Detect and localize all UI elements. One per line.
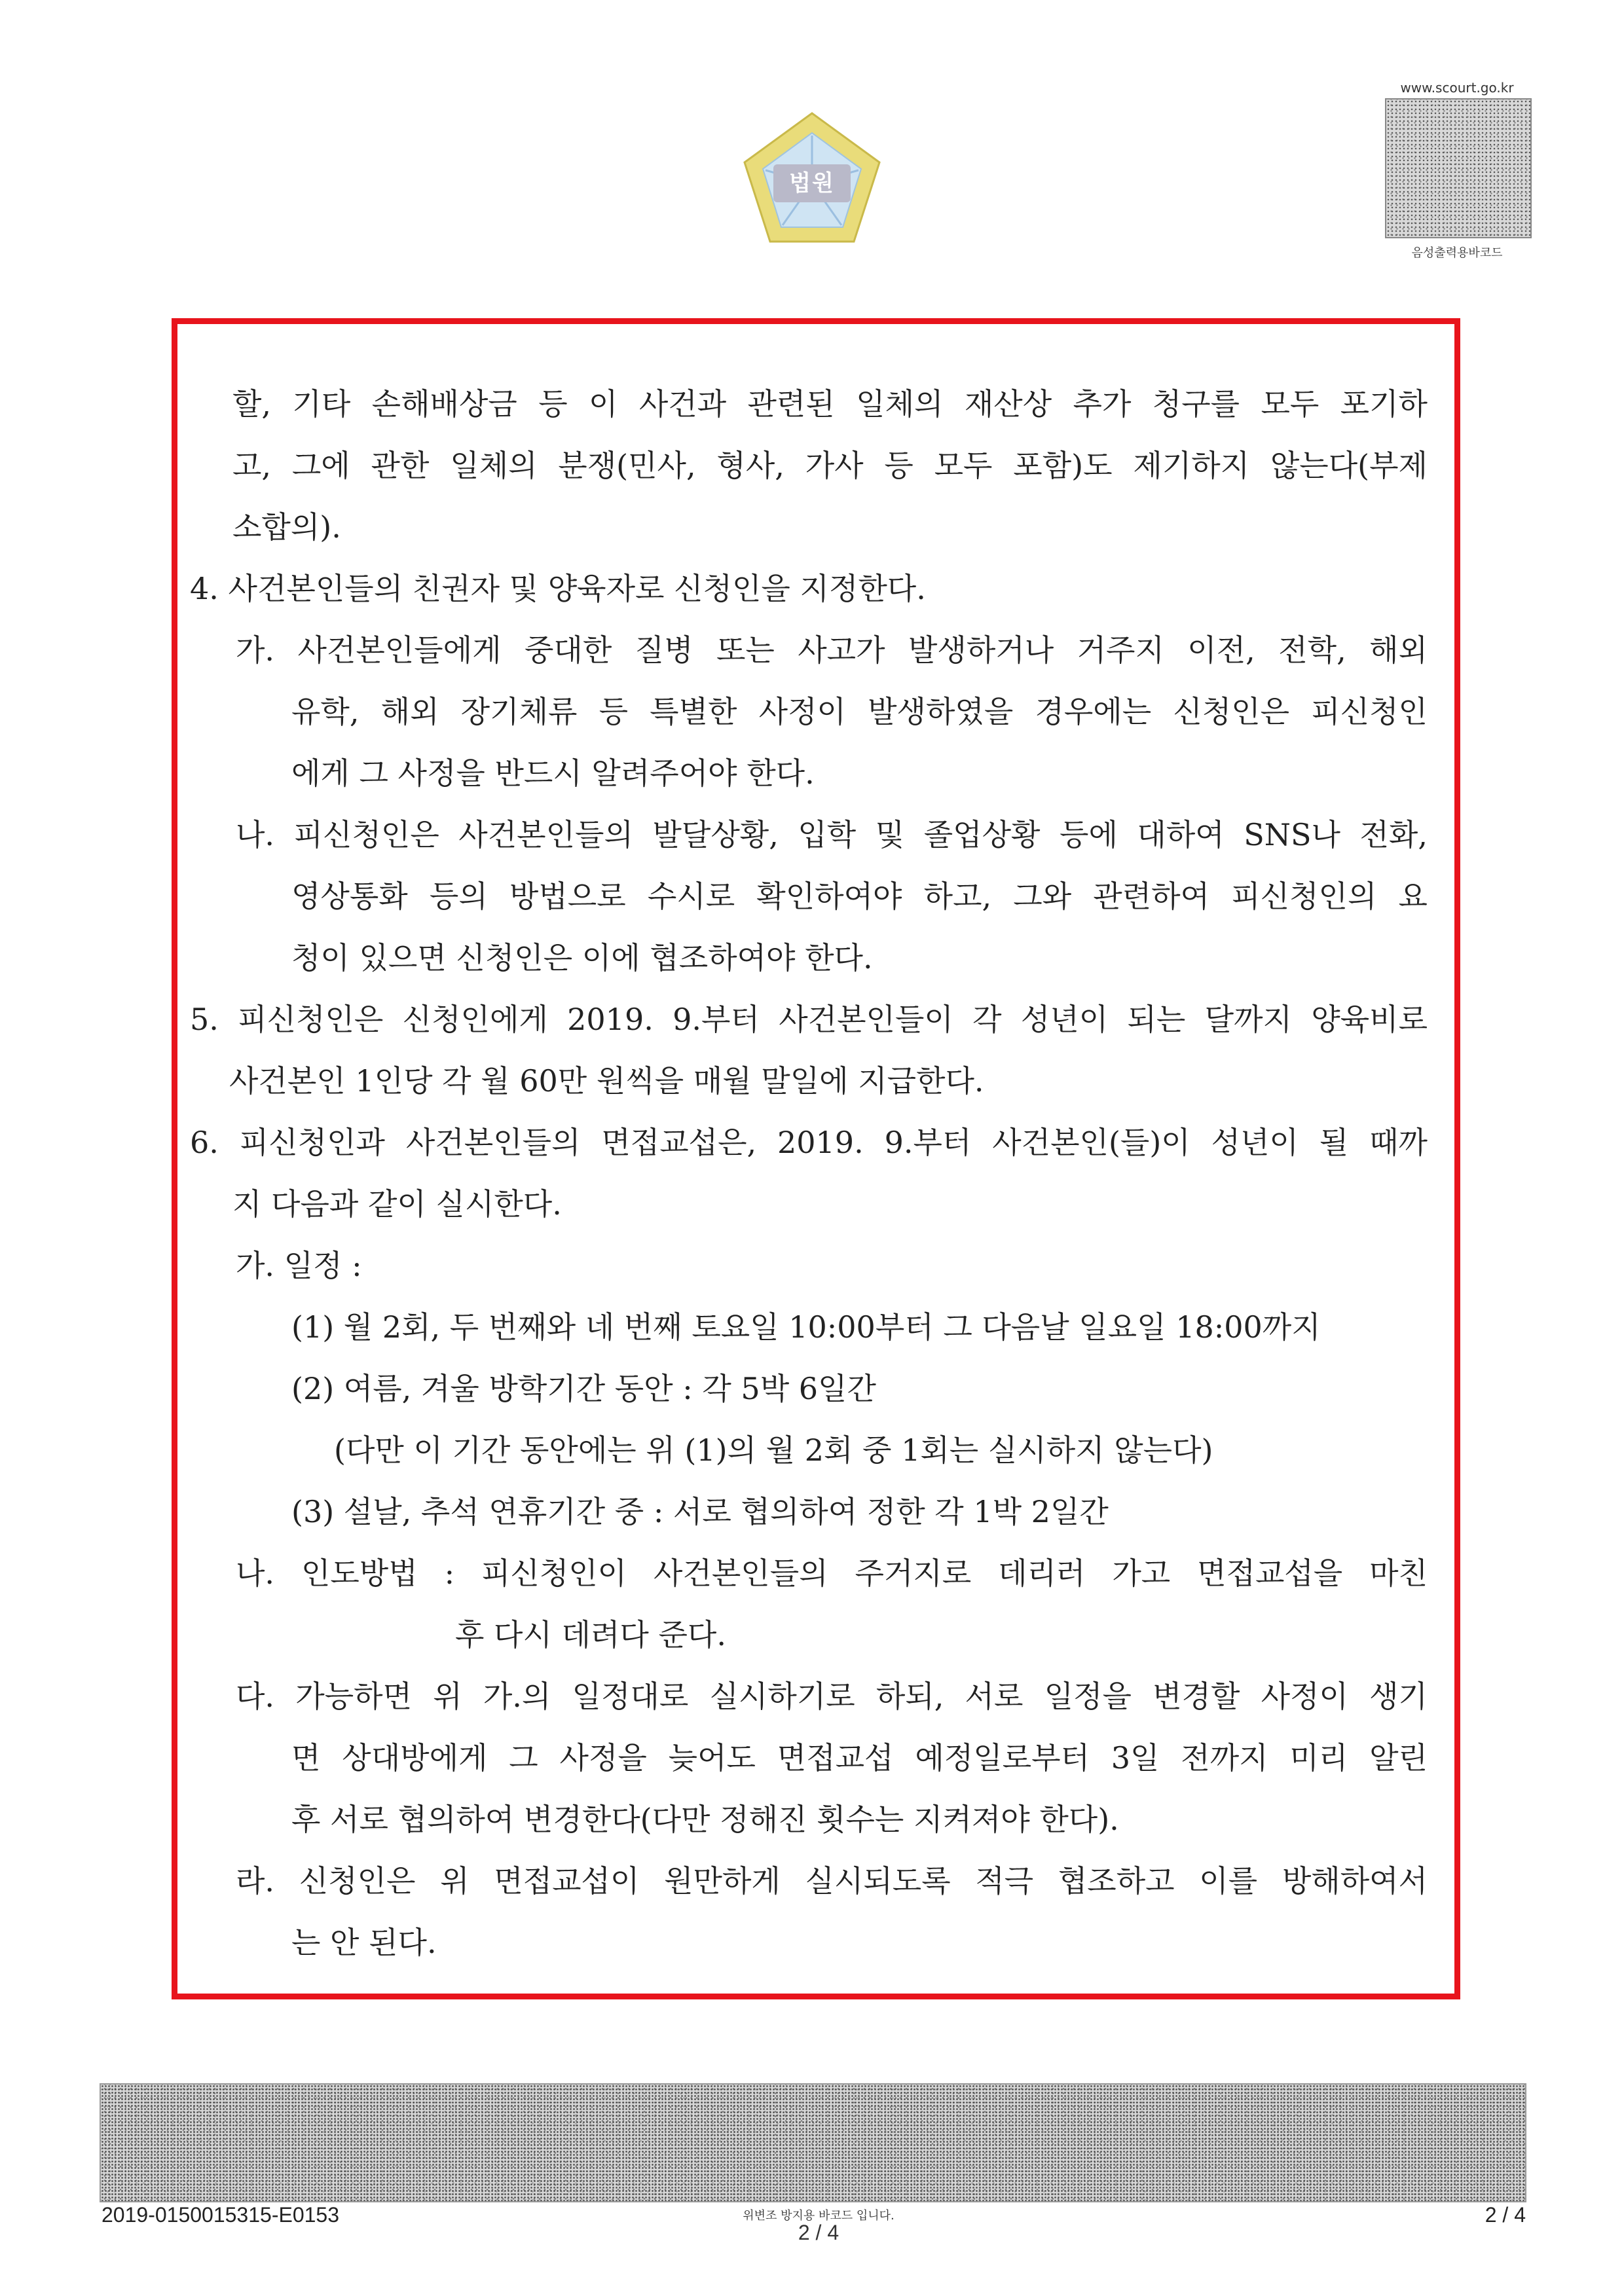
body-line: 나. 피신청인은 사건본인들의 발달상황, 입학 및 졸업상황 등에 대하여 SNS나 전화, bbox=[236, 817, 1428, 852]
body-line: 후 서로 협의하여 변경한다(다만 정해진 횟수는 지켜져야 한다). bbox=[291, 1802, 1119, 1837]
body-line: 6. 피신청인과 사건본인들의 면접교섭은, 2019. 9.부터 사건본인(들)이 성년이 될 때까 bbox=[190, 1125, 1428, 1160]
body-line: 지 다음과 같이 실시한다. bbox=[232, 1186, 562, 1222]
body-line: 라. 신청인은 위 면접교섭이 원만하게 실시되도록 적극 협조하고 이를 방해하여서 bbox=[236, 1863, 1428, 1899]
body-line: (2) 여름, 겨울 방학기간 동안 : 각 5박 6일간 bbox=[291, 1371, 876, 1406]
seal-text: 법원 bbox=[789, 170, 835, 196]
body-line: 유학, 해외 장기체류 등 특별한 사정이 발생하였을 경우에는 신청인은 피신청인 bbox=[291, 694, 1428, 729]
barcode-note: 위변조 방지용 바코드 입니다. bbox=[743, 2209, 895, 2223]
body-line: 청이 있으면 신청인은 이에 협조하여야 한다. bbox=[291, 940, 873, 975]
body-line: 나. 인도방법 : 피신청인이 사건본인들의 주거지로 데리러 가고 면접교섭을 마친 bbox=[236, 1556, 1428, 1591]
court-url: www.scourt.go.kr bbox=[1400, 80, 1514, 96]
document-id: 2019-0150015315-E0153 bbox=[101, 2203, 339, 2227]
body-line: (1) 월 2회, 두 번째와 네 번째 토요일 10:00부터 그 다음날 일요일 18:00까지 bbox=[291, 1309, 1321, 1345]
voice-barcode-icon bbox=[1385, 98, 1532, 238]
body-line: (3) 설날, 추석 연휴기간 중 : 서로 협의하여 정한 각 1박 2일간 bbox=[291, 1494, 1109, 1529]
body-line: 소합의). bbox=[232, 509, 341, 545]
body-line: 에게 그 사정을 반드시 알려주어야 한다. bbox=[291, 756, 815, 791]
body-line: 가. 사건본인들에게 중대한 질병 또는 사고가 발생하거나 거주지 이전, 전학, 해외 bbox=[236, 632, 1428, 668]
anti-forgery-barcode-icon bbox=[100, 2083, 1526, 2202]
barcode-caption: 음성출력용바코드 bbox=[1411, 246, 1503, 260]
body-line: 고, 그에 관한 일체의 분쟁(민사, 형사, 가사 등 모두 포함)도 제기하지 않는다(부제 bbox=[232, 448, 1428, 483]
body-line: 는 안 된다. bbox=[291, 1925, 437, 1960]
body-line: 할, 기타 손해배상금 등 이 사건과 관련된 일체의 재산상 추가 청구를 모두 포기하 bbox=[232, 386, 1428, 422]
page-number-center: 2 / 4 bbox=[798, 2221, 840, 2244]
body-line: 4. 사건본인들의 친권자 및 양육자로 신청인을 지정한다. bbox=[190, 571, 926, 606]
body-line: 후 다시 데려다 준다. bbox=[455, 1617, 726, 1652]
body-line: 영상통화 등의 방법으로 수시로 확인하여야 하고, 그와 관련하여 피신청인의 요 bbox=[291, 879, 1428, 914]
body-line: 가. 일정 : bbox=[236, 1248, 362, 1283]
page-number: 2 / 4 bbox=[1485, 2203, 1526, 2227]
body-line: (다만 이 기간 동안에는 위 (1)의 월 2회 중 1회는 실시하지 않는다) bbox=[334, 1432, 1213, 1468]
body-line: 다. 가능하면 위 가.의 일정대로 실시하기로 하되, 서로 일정을 변경할 사정이 생기 bbox=[236, 1679, 1428, 1714]
body-line: 사건본인 1인당 각 월 60만 원씩을 매월 말일에 지급한다. bbox=[229, 1063, 984, 1099]
body-line: 5. 피신청인은 신청인에게 2019. 9.부터 사건본인들이 각 성년이 되는 달까지 양육비로 bbox=[190, 1002, 1428, 1037]
body-line: 면 상대방에게 그 사정을 늦어도 면접교섭 예정일로부터 3일 전까지 미리 알린 bbox=[291, 1740, 1428, 1776]
